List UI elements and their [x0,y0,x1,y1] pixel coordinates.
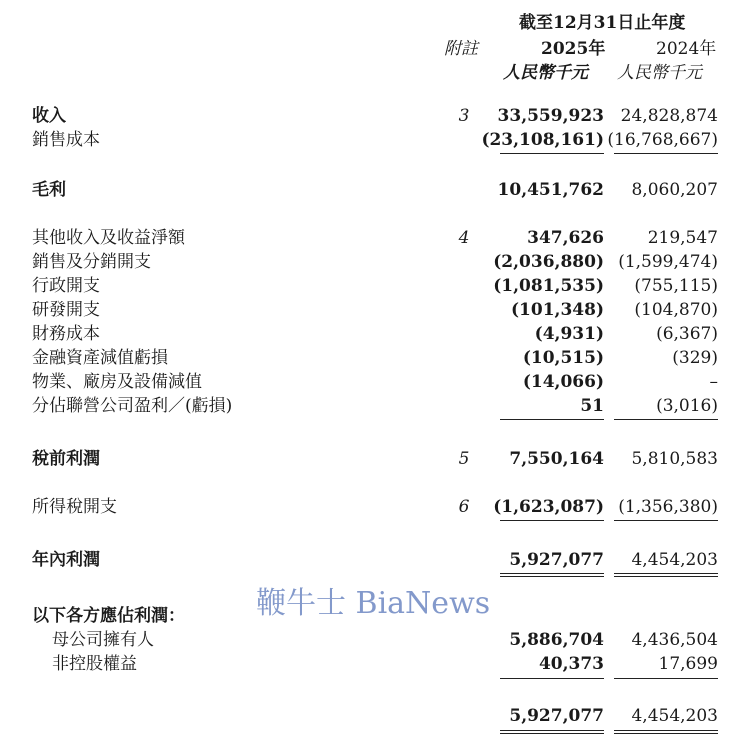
value-2024: 4,454,203 [631,550,718,570]
rule-line [614,733,718,734]
row-note: 5 [458,449,470,469]
row-label: 銷售成本 [32,130,100,150]
row-label: 分佔聯營公司盈利／(虧損) [32,396,233,416]
value-2024: (1,599,474) [618,252,718,272]
value-2025: 7,550,164 [509,449,604,469]
row-label: 物業、廠房及設備減值 [32,372,202,392]
value-2024: 4,454,203 [631,706,718,726]
table-row [0,495,737,519]
rule-line [500,520,604,521]
unit-prior-heading: 人民幣千元 [617,63,702,83]
note-column-heading: 附註 [444,39,478,59]
table-row [0,104,737,128]
value-2024: (329) [672,348,718,368]
value-2025: (23,108,161) [481,130,604,150]
value-2024: 17,699 [658,654,718,674]
value-2024: (16,768,667) [607,130,718,150]
row-label: 以下各方應佔利潤： [32,606,185,626]
value-2024: (1,356,380) [618,497,718,517]
period-heading: 截至12月31日止年度 [519,13,686,33]
value-2024: – [709,372,718,392]
table-row [0,178,737,202]
row-label: 所得稅開支 [32,497,117,517]
table-row [0,226,737,250]
rule-line [614,153,718,154]
row-note: 3 [458,106,470,126]
rule-line [500,733,604,734]
value-2024: (6,367) [656,324,718,344]
rule-line [614,520,718,521]
value-2025: 33,559,923 [497,106,604,126]
table-row [0,250,737,274]
value-2024: (3,016) [656,396,718,416]
table-row [0,652,737,676]
table-row [0,346,737,370]
value-2024: 8,060,207 [631,180,718,200]
table-row [0,128,737,152]
value-2025: (1,623,087) [493,497,604,517]
row-label: 收入 [32,106,66,126]
value-2024: (755,115) [634,276,718,296]
value-2025: 347,626 [527,228,604,248]
value-2024: 24,828,874 [620,106,718,126]
value-2025: 5,927,077 [509,706,604,726]
table-row [0,322,737,346]
value-2025: 5,927,077 [509,550,604,570]
table-row [0,704,737,728]
value-2025: 5,886,704 [509,630,604,650]
value-2025: (14,066) [522,372,604,392]
unit-current-heading: 人民幣千元 [503,63,588,83]
year-prior-heading: 2024年 [656,39,717,59]
row-label: 研發開支 [32,300,100,320]
value-2025: 51 [580,396,604,416]
value-2025: 40,373 [538,654,604,674]
value-2025: (4,931) [534,324,604,344]
table-row [0,394,737,418]
table-row [0,604,737,628]
value-2024: 219,547 [647,228,718,248]
value-2024: 5,810,583 [631,449,718,469]
rule-line [614,576,718,577]
rule-line [500,678,604,679]
table-row [0,298,737,322]
rule-line [500,153,604,154]
row-label: 稅前利潤 [32,449,100,469]
row-label: 銷售及分銷開支 [32,252,151,272]
table-row [0,370,737,394]
row-label: 毛利 [32,180,66,200]
row-label: 非控股權益 [52,654,137,674]
watermark-logo: 鞭牛士 BiaNews [256,586,491,621]
row-note: 4 [458,228,470,248]
value-2024: (104,870) [634,300,718,320]
row-note: 6 [458,497,470,517]
row-label: 年內利潤 [32,550,100,570]
value-2025: 10,451,762 [497,180,604,200]
row-label: 其他收入及收益淨額 [32,228,185,248]
table-row [0,628,737,652]
table-row [0,274,737,298]
value-2024: 4,436,504 [631,630,718,650]
value-2025: (10,515) [522,348,604,368]
rule-line [614,419,718,420]
table-row [0,548,737,572]
year-current-heading: 2025年 [541,39,606,59]
row-label: 金融資產減值虧損 [32,348,168,368]
rule-line [614,678,718,679]
rule-line [500,419,604,420]
value-2025: (2,036,880) [493,252,604,272]
table-row [0,447,737,471]
row-label: 財務成本 [32,324,100,344]
value-2025: (1,081,535) [493,276,604,296]
rule-line [500,730,604,731]
row-label: 行政開支 [32,276,100,296]
rule-line [614,573,718,574]
value-2025: (101,348) [511,300,604,320]
row-label: 母公司擁有人 [52,630,154,650]
rule-line [614,730,718,731]
rule-line [500,576,604,577]
rule-line [500,573,604,574]
